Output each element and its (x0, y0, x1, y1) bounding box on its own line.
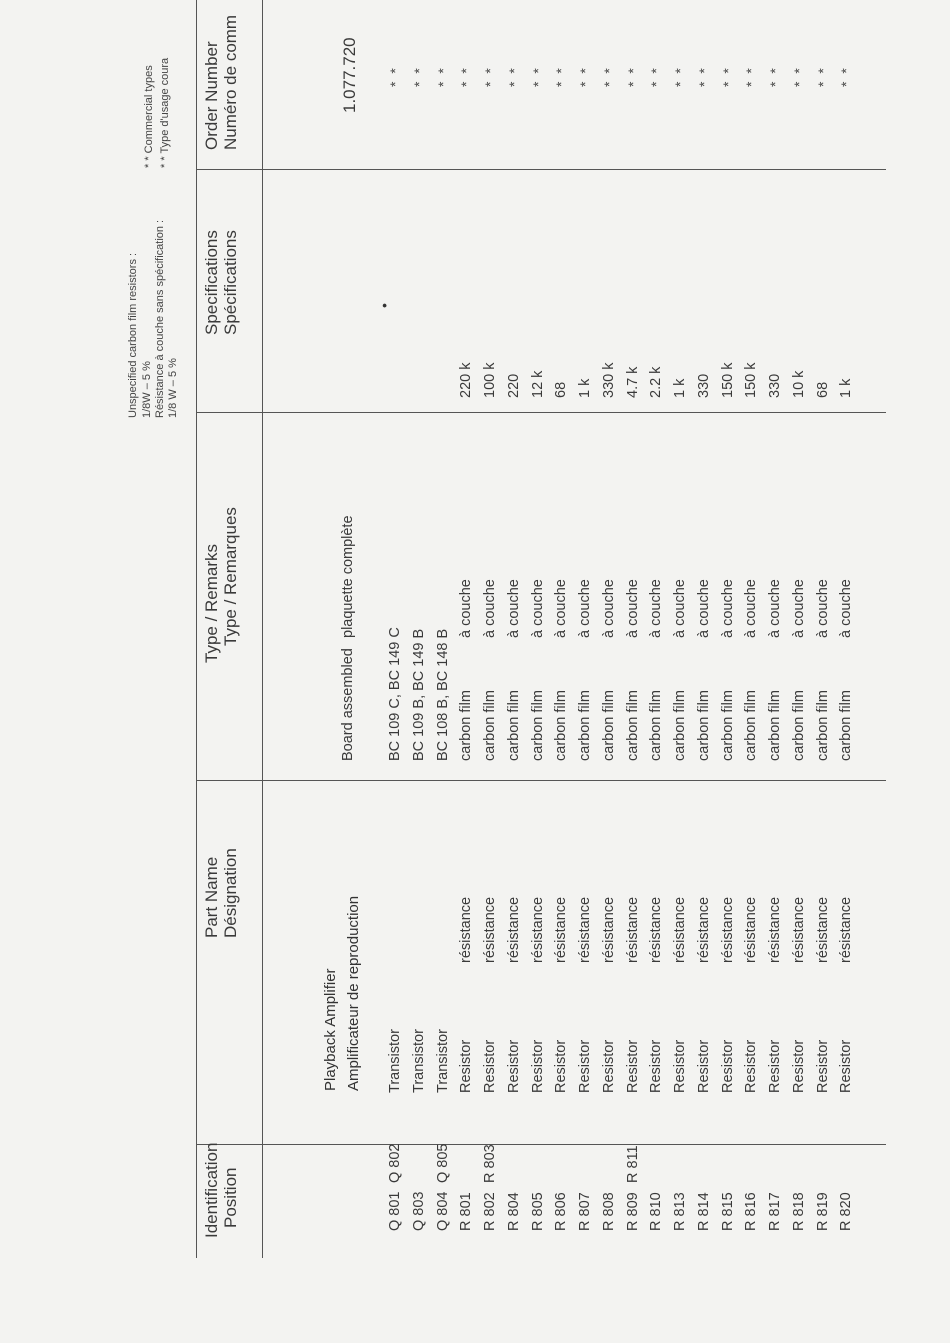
row-order-stars: * * (743, 66, 760, 87)
row-part-name: Transistor (434, 1029, 451, 1093)
row-type-fr: à couche (553, 579, 570, 638)
row-type-fr: à couche (695, 579, 712, 638)
header-position: Position (221, 1167, 240, 1228)
row-specification: 68 (553, 381, 570, 398)
row-order-stars: * * (553, 66, 570, 87)
row-identification: R 815 (719, 1192, 736, 1231)
header-order-number: Order Number (202, 41, 221, 150)
row-part-name-fr: résistance (600, 896, 617, 963)
row-type: carbon film (814, 690, 831, 761)
row-specification: 1 k (672, 378, 688, 398)
row-order-stars: * * (600, 66, 617, 87)
row-order-stars: * * (410, 66, 427, 87)
row-part-name: Resistor (743, 1039, 760, 1093)
row-identification: Q 801 (387, 1191, 403, 1231)
row-specification: 330 k (600, 362, 617, 398)
row-part-name: Resistor (695, 1039, 712, 1093)
row-identification: R 818 (790, 1192, 807, 1231)
row-specification: 220 k (458, 362, 475, 398)
row-identification: R 805 (529, 1192, 546, 1231)
row-part-name-fr: résistance (553, 896, 570, 963)
row-identification: R 808 (600, 1192, 617, 1231)
section-order-number: 1.077.720 (340, 37, 359, 113)
row-type-fr: à couche (529, 579, 546, 638)
row-identification: R 810 (648, 1192, 665, 1231)
row-part-name: Resistor (719, 1039, 736, 1093)
row-part-name-fr: résistance (672, 896, 688, 963)
header-specifications-fr: Spécifications (221, 230, 240, 335)
row-type: carbon film (505, 690, 522, 761)
row-specification: 12 k (529, 370, 546, 398)
row-part-name-fr: résistance (838, 896, 855, 963)
row-part-name-fr: résistance (695, 896, 712, 963)
row-type-fr: à couche (743, 579, 760, 638)
row-identification-alt: R 803 (482, 1144, 498, 1183)
row-type-fr: à couche (767, 579, 783, 638)
row-order-stars: * * (767, 66, 783, 87)
row-type: carbon film (790, 690, 807, 761)
row-part-name-fr: résistance (767, 896, 783, 963)
row-type-fr: à couche (814, 579, 831, 638)
row-order-stars: * * (577, 66, 593, 87)
row-identification: R 819 (814, 1192, 831, 1231)
spec-dot: • (376, 303, 392, 308)
row-identification: R 814 (695, 1192, 712, 1231)
row-type: carbon film (600, 690, 617, 761)
row-identification: Q 803 (410, 1191, 427, 1231)
row-identification: R 809 (624, 1192, 641, 1231)
row-specification: 330 (767, 373, 783, 398)
row-type-fr: à couche (458, 579, 475, 638)
row-specification: 10 k (790, 370, 807, 398)
row-part-name-fr: résistance (505, 896, 522, 963)
section-type-fr: plaquette complète (340, 515, 356, 638)
row-part-name-fr: résistance (719, 896, 736, 963)
row-part-name-fr: résistance (529, 896, 546, 963)
row-part-name-fr: résistance (648, 896, 665, 963)
row-type: carbon film (648, 690, 665, 761)
row-identification: R 816 (743, 1192, 760, 1231)
row-identification: R 807 (577, 1192, 593, 1231)
row-part-name: Resistor (505, 1039, 522, 1093)
row-part-name-fr: résistance (624, 896, 641, 963)
row-order-stars: * * (648, 66, 665, 87)
row-identification: R 802 (482, 1192, 498, 1231)
row-identification: R 801 (458, 1192, 475, 1231)
row-type-fr: à couche (577, 579, 593, 638)
header-designation: Désignation (221, 848, 240, 938)
note-unspecified-tolerance-fr: 1/8 W – 5 % (167, 358, 179, 418)
note-commercial-fr: * * Type d'usage coura (159, 57, 171, 168)
header-type-remarques: Type / Remarques (221, 507, 240, 646)
row-identification: R 806 (553, 1192, 570, 1231)
row-part-name-fr: résistance (743, 896, 760, 963)
row-specification: 100 k (482, 362, 498, 398)
row-type: carbon film (695, 690, 712, 761)
row-part-name-fr: résistance (577, 896, 593, 963)
row-type-fr: à couche (600, 579, 617, 638)
row-type: carbon film (458, 690, 475, 761)
row-part-name: Resistor (767, 1039, 783, 1093)
row-order-stars: * * (482, 66, 498, 87)
row-part-name: Resistor (482, 1039, 498, 1093)
row-type: carbon film (743, 690, 760, 761)
header-identification: Identification (202, 1142, 221, 1238)
row-type: carbon film (624, 690, 641, 761)
row-identification-alt: Q 805 (434, 1143, 451, 1183)
row-type-fr: à couche (790, 579, 807, 638)
row-identification: R 817 (767, 1192, 783, 1231)
row-type-fr: à couche (505, 579, 522, 638)
row-type: carbon film (529, 690, 546, 761)
row-specification: 150 k (743, 362, 760, 398)
row-specification: 4.7 k (624, 366, 641, 398)
row-part-name-fr: résistance (814, 896, 831, 963)
row-type: carbon film (553, 690, 570, 761)
row-part-name: Resistor (790, 1039, 807, 1093)
row-type: BC 108 B, BC 148 B (434, 628, 451, 761)
row-identification: R 813 (672, 1192, 688, 1231)
row-type: carbon film (767, 690, 783, 761)
row-part-name: Resistor (529, 1039, 546, 1093)
row-specification: 1 k (838, 378, 855, 398)
header-bottom-rule (262, 0, 263, 1258)
row-order-stars: * * (458, 66, 475, 87)
header-type-remarks: Type / Remarks (202, 543, 221, 663)
note-commercial-en: * * Commercial types (143, 65, 155, 168)
row-order-stars: * * (387, 66, 403, 87)
row-specification: 1 k (577, 378, 593, 398)
row-part-name-fr: résistance (790, 896, 807, 963)
row-part-name: Resistor (648, 1039, 665, 1093)
row-order-stars: * * (434, 66, 451, 87)
row-part-name: Resistor (577, 1039, 593, 1093)
note-unspecified-tolerance: 1/8W – 5 % (141, 361, 153, 418)
row-order-stars: * * (672, 66, 688, 87)
row-part-name: Resistor (458, 1039, 475, 1093)
row-part-name: Resistor (600, 1039, 617, 1093)
row-specification: 68 (814, 381, 831, 398)
row-part-name-fr: résistance (458, 896, 475, 963)
row-type: carbon film (577, 690, 593, 761)
row-specification: 220 (505, 373, 522, 398)
row-order-stars: * * (790, 66, 807, 87)
row-type: carbon film (672, 690, 688, 761)
note-unspecified-en: Unspecified carbon film resistors : (127, 252, 139, 418)
row-part-name: Transistor (410, 1029, 427, 1093)
column-divider-ident (196, 1144, 886, 1145)
header-specifications: Specifications (202, 230, 221, 335)
row-identification: R 820 (838, 1192, 855, 1231)
row-order-stars: * * (505, 66, 522, 87)
row-order-stars: * * (719, 66, 736, 87)
row-type-fr: à couche (719, 579, 736, 638)
row-type: carbon film (838, 690, 855, 761)
column-divider-part (196, 780, 886, 781)
row-type-fr: à couche (624, 579, 641, 638)
row-type-fr: à couche (648, 579, 665, 638)
row-part-name: Resistor (624, 1039, 641, 1093)
row-identification-alt: Q 802 (387, 1143, 403, 1183)
row-type-fr: à couche (482, 579, 498, 638)
row-part-name: Resistor (672, 1039, 688, 1093)
row-specification: 2.2 k (648, 366, 665, 398)
row-type: BC 109 C, BC 149 C (387, 627, 403, 761)
row-type-fr: à couche (672, 579, 688, 638)
row-type-fr: à couche (838, 579, 855, 638)
row-order-stars: * * (695, 66, 712, 87)
row-part-name: Resistor (553, 1039, 570, 1093)
header-numero-commande: Numéro de comm (221, 14, 240, 150)
row-type: carbon film (482, 690, 498, 761)
column-divider-spec (196, 169, 886, 170)
row-type: BC 109 B, BC 149 B (410, 628, 427, 761)
section-title-en: Playback Amplifier (322, 968, 339, 1091)
row-identification: Q 804 (434, 1191, 451, 1231)
row-order-stars: * * (529, 66, 546, 87)
header-part-name: Part Name (202, 856, 221, 938)
row-type: carbon film (719, 690, 736, 761)
row-part-name: Resistor (814, 1039, 831, 1093)
row-specification: 150 k (719, 362, 736, 398)
row-order-stars: * * (624, 66, 641, 87)
header-top-rule (196, 0, 197, 1258)
row-part-name: Resistor (838, 1039, 855, 1093)
row-order-stars: * * (814, 66, 831, 87)
row-part-name: Transistor (387, 1029, 403, 1093)
row-identification: R 804 (505, 1192, 522, 1231)
row-part-name-fr: résistance (482, 896, 498, 963)
section-type-en: Board assembled (340, 648, 356, 761)
row-order-stars: * * (838, 66, 855, 87)
row-specification: 330 (695, 373, 712, 398)
section-title-fr: Amplificateur de reproduction (345, 895, 362, 1091)
row-identification-alt: R 811 (624, 1145, 641, 1183)
column-divider-type (196, 412, 886, 413)
note-unspecified-fr: Résistance à couche sans spécification : (154, 219, 166, 418)
